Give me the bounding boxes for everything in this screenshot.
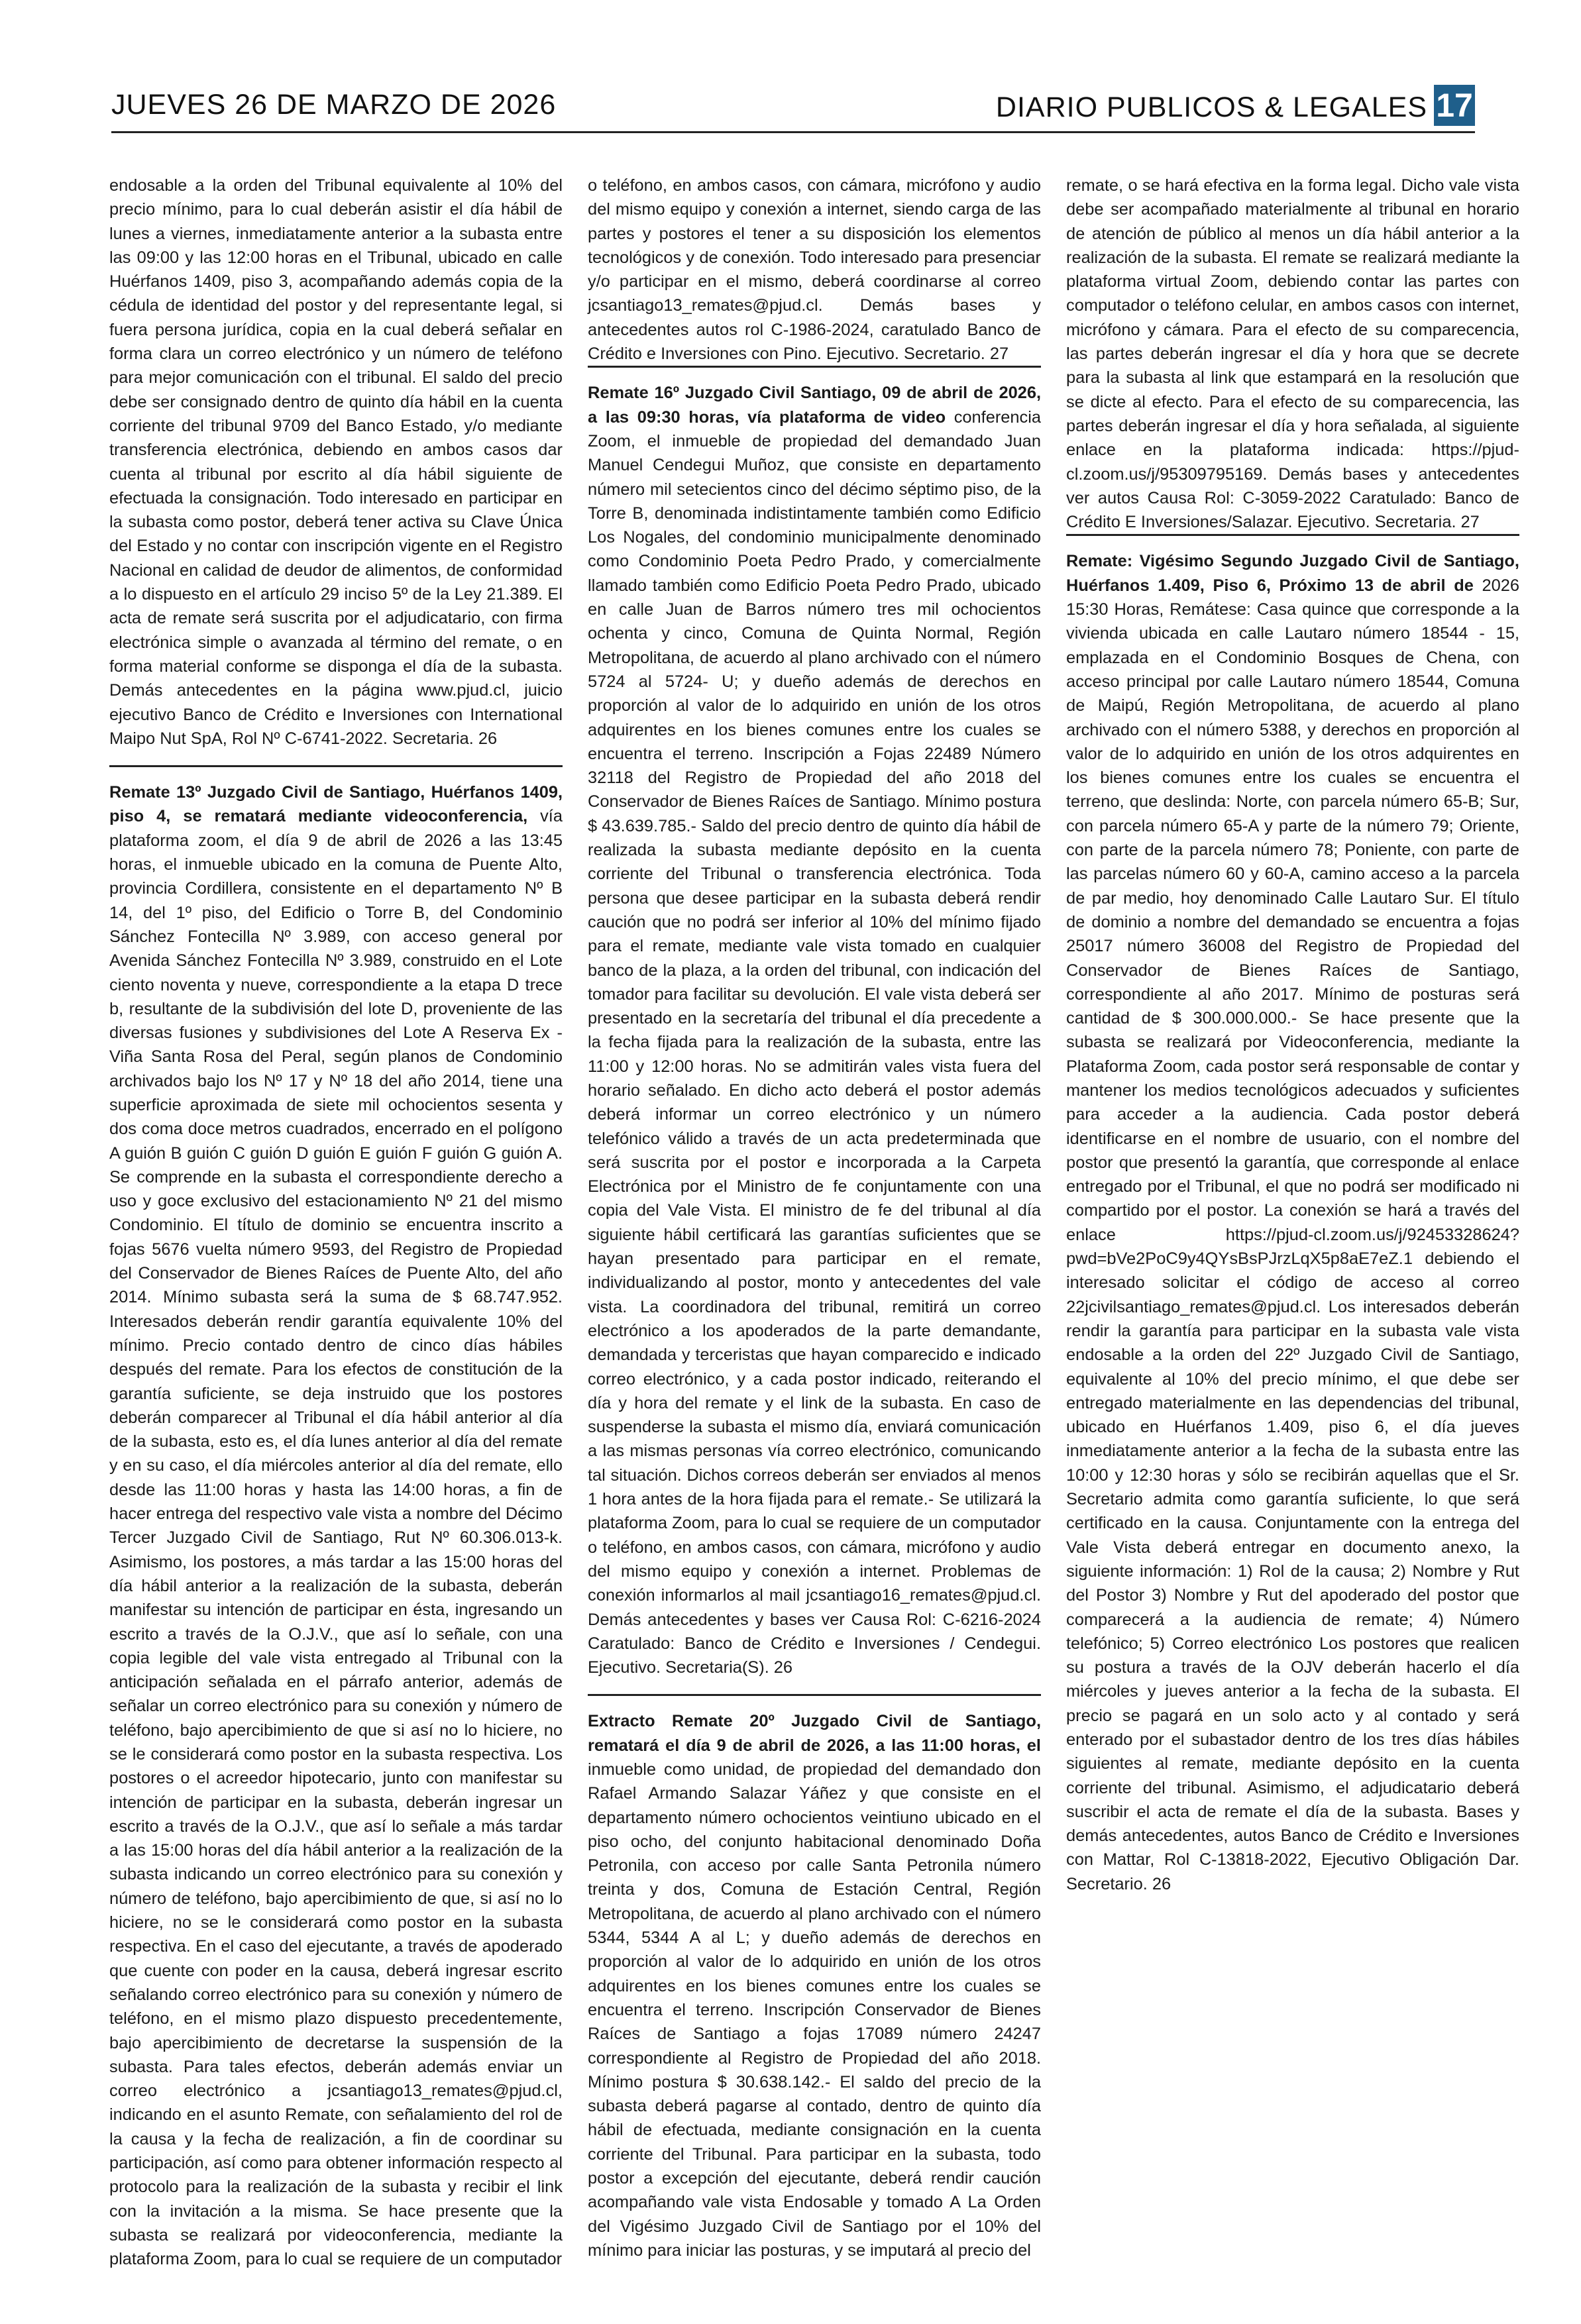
- notice-continuation: [1066, 174, 1519, 534]
- notice-continuation: [588, 174, 1041, 366]
- notice-body: vía plataforma zoom, el día 9 de abril de 2026 a las 13:45 horas, el inmueble ubicado en la comuna de Puente Alto, provincia Cordillera, consistente en el departamento Nº B 14, del 1º piso, del Edificio o Torre B, del Condominio Sánchez Fontecilla Nº 3.989, con acceso general por Avenida Sánchez Fontecilla Nº 3.989, construido en el Lote ciento noventa y nueve, correspondiente a la etapa D trece b, resultante de la subdivisión del lote D, proveniente de las diversas fusiones y subdivisiones del Lote A Reserva Ex - Viña Santa Rosa del Peral, según planos de Condominio archivados bajo los Nº 17 y Nº 18 del año 2014, tiene una superficie aproximada de siete mil ochocientos sesenta y dos coma doce metros cuadrados, encerrado en el polígono A guión B guión C guión D guión E guión F guión G guión A. Se comprende en la subasta el correspondiente derecho a uso y goce exclusivo del estacionamiento Nº 21 del mismo Condominio. El título de dominio se encuentra inscrito a fojas 5676 vuelta número 9593, del Registro de Propiedad del Conservador de Bienes Raíces de Puente Alto, del año 2014. Mínimo subasta será la suma de $ 68.747.952. Interesados deberán rendir garantía equivalente 10% del mínimo. Precio contado dentro de cinco días hábiles después del remate. Para los efectos de constitución de la garantía suficiente, se deja instruido que los postores deberán comparecer al Tribunal el día hábil anterior al día de la subasta, esto es, el día lunes anterior al día del remate y en su caso, el día miércoles anterior al día del remate, ello desde las 11:00 horas y hasta las 14:00 horas, a fin de hacer entrega del respectivo vale vista a nombre del Décimo Tercer Juzgado Civil de Santiago, Rut Nº 60.306.013-k. Asimismo, los postores, a más tardar a las 15:00 horas del día hábil anterior a la realización de la subasta, deberán manifestar su intención de participar en ésta, ingresando un escrito a través de la O.J.V., que así lo señale, con una copia legible del vale vista entregado al Tribunal con la anticipación señalada en el párrafo anterior, además de señalar un correo electrónico para su conexión y número de teléfono, bajo apercibimiento de que si así no lo hiciere, no se le considerará como postor en la subasta respectiva. Los postores o el acreedor hipotecario, junto con manifestar su intención de participar en la subasta, deberán ingresar un escrito a través de la O.J.V., que así lo señale a más tardar a las 15:00 horas del día hábil anterior a la realización de la subasta indicando un correo electrónico para su conexión y número de teléfono, bajo apercibimiento de que, si así no lo hiciere, no se le considerará como postor en la subasta respectiva. En el caso del ejecutante, a través de apoderado que cuente con poder en la causa, deberá ingresar escrito señalando correo electrónico para su conexión y número de teléfono, en el mismo plazo dispuesto precedentemente, bajo apercibimiento de decretarse la suspensión de la subasta. Para tales efectos, deberán además enviar un correo electrónico a jcsantiago13_remates@pjud.cl, indicando en el asunto Remate, con señalamiento del rol de la causa y la fecha de realización, a fin de coordinar su participación, así como para obtener información respecto al protocolo para la realización de la subasta y recibir el link con la invitación a la misma. Se hace presente que la subasta se realizará por videoconferencia, mediante la plataforma Zoom, para lo cual se requiere de un computador: [109, 807, 563, 2269]
- issue-date: JUEVES 26 DE MARZO DE 2026: [111, 89, 557, 121]
- notice-lead: Remate 13º Juzgado Civil de Santiago, Huérfanos 1409, piso 4, se rematará mediante videoconferencia,: [109, 783, 563, 826]
- notice-body: 2026 15:30 Horas, Remátese: Casa quince que corresponde a la vivienda ubicada en calle Lautaro número 18544 - 15, emplazada en el Condominio Bosques de Chena, con acceso principal por calle Lautaro número 18544, Comuna de Maipú, Región Metropolitana, de acuerdo al plano archivado con el número 5388, y derechos en proporción al valor de lo adquirido en unión de los otros adquirentes en los bienes comunes entre los cuales se encuentra el terreno, que deslinda: Norte, con parcela número 65-B; Sur, con parcela número 65-A y parte de la número 79; Oriente, con parte de la parcela número 78; Poniente, con parte de las parcelas número 60 y 60-A, camino acceso a la parcela de par medio, hoy denominado Calle Lautaro Sur. El título de dominio a nombre del demandado se encuentra a fojas 25017 número 36008 del Registro de Propiedad del Conservador de Bienes Raíces de Santiago, correspondiente al año 2017. Mínimo de posturas será cantidad de $ 300.000.000.- Se hace presente que la subasta se realizará por Videoconferencia, mediante la Plataforma Zoom, cada postor será responsable de contar y mantener los medios tecnológicos adecuados y suficientes para acceder a la audiencia. Cada postor deberá identificarse en el nombre de usuario, con el nombre del postor que presentó la garantía, que corresponde al enlace entregado por el Tribunal, el que no podrá ser modificado ni compartido por el postor. La conexión se hará a través del enlace https://pjud-cl.zoom.us/j/92453328624?pwd=bVe2PoC9y4QYsBsPJrzLqX5p8aE7eZ.1 debiendo el interesado solicitar el código de acceso al correo 22jcivilsantiago_remates@pjud.cl. Los interesados deberán rendir la garantía para participar en la subasta vale vista endosable a la orden del 22º Juzgado Civil de Santiago, equivalente al 10% del precio mínimo, el que debe ser entregado materialmente en las dependencias del tribunal, ubicado en Huérfanos 1.409, piso 6, el día jueves inmediatamente anterior a la fecha de la subasta entre las 10:00 y 12:30 horas y sólo se recibirán aquellas que el Sr. Secretario admita como garantía suficiente, lo que será certificado en la causa. Conjuntamente con la entrega del Vale Vista deberá entregar en documento anexo, la siguiente información: 1) Rol de la causa; 2) Nombre y Rut del Postor 3) Nombre y Rut del apoderado del postor que comparecerá a la audiencia de remate; 4) Número telefónico; 5) Correo electrónico Los postores que realicen su postura a través de la OJV deberán hacerlo el día miércoles y jueves anterior a la fecha de la subasta. El precio se pagará en un solo acto y al contado y será enterado por el subastador dentro de los tres días hábiles siguientes al remate, mediante depósito en la cuenta corriente del tribunal. Asimismo, el adjudicatario deberá suscribir el acta de remate el día de la subasta. Bases y demás antecedentes, autos Banco de Crédito e Inversiones con Mattar, Rol C-13818-2022, Ejecutivo Obligación Dar. Secretario. 26: [1066, 576, 1519, 1893]
- page-header: [111, 85, 1475, 126]
- notice-remate-22: [1066, 549, 1519, 1896]
- notice-lead: Extracto Remate 20º Juzgado Civil de Santiago, rematará el día 9 de abril de 2026, a las 11:00 horas, el: [588, 1712, 1041, 1755]
- notice-remate-16: [588, 381, 1041, 1679]
- notice-text: [1066, 549, 1519, 1896]
- notice-lead: Remate 16º Juzgado Civil Santiago, 09 de abril de 2026, a las 09:30 horas, vía plataforma de video: [588, 384, 1041, 427]
- notice-text: [588, 381, 1041, 1679]
- notice-remate-20: [588, 1709, 1041, 2262]
- notice-body: endosable a la orden del Tribunal equivalente al 10% del precio mínimo, para lo cual deberán asistir el día hábil de lunes a viernes, inmediatamente anterior a la subasta entre las 09:00 y las 12:00 horas en el Tribunal, ubicado en calle Huérfanos 1409, piso 3, acompañando además copia de la cédula de identidad del postor y del representante legal, si fuera persona jurídica, copia en la cual deberá señalar en forma clara un correo electrónico y un número de teléfono para mejor comunicación con el tribunal. El saldo del precio debe ser consignado dentro de quinto día hábil en la cuenta corriente del tribunal 9709 del Banco Estado, y/o mediante transferencia electrónica, debiendo en ambos casos dar cuenta al tribunal por escrito al día hábil siguiente de efectuada la consignación. Todo interesado en participar en la subasta como postor, deberá tener activa su Clave Única del Estado y no contar con inscripción vigente en el Registro Nacional en calidad de deudor de alimentos, de conformidad a lo dispuesto en el artículo 29 inciso 5º de la Ley 21.389. El acta de remate será suscrita por el adjudicatario, con firma electrónica simple o avanzada al término del remate, o en forma material conforme se disponga el día de la subasta. Demás antecedentes en la página www.pjud.cl, juicio ejecutivo Banco de Crédito e Inversiones con International Maipo Nut SpA, Rol Nº C-6741-2022. Secretaria. 26: [109, 176, 563, 748]
- notice-continuation: [109, 174, 563, 751]
- notice-body: conferencia Zoom, el inmueble de propiedad del demandado Juan Manuel Cendegui Muñoz, que consiste en departamento número mil setecientos cinco del décimo séptimo piso, de la Torre B, denominada indistintamente también como Edificio Los Nogales, del condominio municipalmente denominado como Condominio Poeta Pedro Prado, y comercialmente llamado también como Edificio Poeta Pedro Prado, ubicado en calle Juan de Barros número tres mil ochocientos ochenta y cinco, Comuna de Quinta Normal, Región Metropolitana, de acuerdo al plano archivado con el número 5724 al 5724- U; y dueño además de derechos en proporción al valor de lo adquirido en unión de los otros adquirentes en los bienes comunes entre los cuales se encuentra el terreno. Inscripción a Fojas 22489 Número 32118 del Registro de Propiedad del año 2018 del Conservador de Bienes Raíces de Santiago. Mínimo postura $ 43.639.785.- Saldo del precio dentro de quinto día hábil de realizada la subasta mediante depósito en la cuenta corriente del Tribunal o transferencia electrónica. Toda persona que desee participar en la subasta deberá rendir caución que no podrá ser inferior al 10% del mínimo fijado para el remate, mediante vale vista tomado en cualquier banco de la plaza, a la orden del tribunal, con indicación del tomador para facilitar su devolución. El vale vista deberá ser presentado en la secretaría del tribunal el día precedente a la fecha fijada para la realización de la subasta, entre las 11:00 y 12:00 horas. No se admitirán vales vista fuera del horario señalado. En dicho acto deberá el postor además deberá informar un correo electrónico y un número telefónico válido a través de un acta predeterminada que será suscrita por el postor e incorporada a la Carpeta Electrónica por el Ministro de fe conjuntamente con una copia del Vale Vista. El ministro de fe del tribunal al día siguiente hábil certificará las garantías suficientes que se hayan presentado para participar en el remate, individualizando al postor, monto y antecedentes del vale vista. La coordinadora del tribunal, remitirá un correo electrónico a los apoderados de la parte demandante, demandada y terceristas que hayan comparecido e indicado correo electrónico, y a cada postor indicado, reiterando el día y hora del remate y el link de la subasta. En caso de suspenderse la subasta el mismo día, enviará comunicación a las mismas personas vía correo electrónico, comunicando tal situación. Dichos correos deberán ser enviados al menos 1 hora antes de la hora fijada para el remate.- Se utilizará la plataforma Zoom, para lo cual se requiere de un computador o teléfono, en ambos casos, con cámara, micrófono y audio del mismo equipo y conexión a internet. Problemas de conexión informarlos al mail jcsantiago16_remates@pjud.cl. Demás antecedentes y bases ver Causa Rol: C-6216-2024 Caratulado: Banco de Crédito e Inversiones / Cendegui. Ejecutivo. Secretaria(S). 26: [588, 407, 1042, 1677]
- notice-separator: [588, 366, 1041, 368]
- notice-body: o teléfono, en ambos casos, con cámara, micrófono y audio del mismo equipo y conexión a internet, siendo carga de las partes y postores el tener a su disposición los elementos tecnológicos y de conexión. Todo interesado para presenciar y/o participar en el mismo, deberá coordinarse al correo jcsantiago13_remates@pjud.cl. Demás bases y antecedentes autos rol C-1986-2024, caratulado Banco de Crédito e Inversiones con Pino. Ejecutivo. Secretario. 27: [588, 176, 1041, 364]
- page-number-badge: 17: [1434, 85, 1475, 126]
- notice-text: [109, 780, 563, 2271]
- column-1: [109, 174, 563, 2272]
- notice-lead: Remate: Vigésimo Segundo Juzgado Civil de Santiago, Huérfanos 1.409, Piso 6, Próximo 13 de abril de: [1066, 552, 1519, 595]
- notice-body: remate, o se hará efectiva en la forma legal. Dicho vale vista debe ser acompañado materialmente al tribunal en horario de atención de público al menos un día hábil anterior a la realización de la subasta. El remate se realizará mediante la plataforma virtual Zoom, debiendo contar las partes con computador o teléfono celular, en ambos casos con internet, micrófono y cámara. Para el efecto de su comparecencia, las partes deberán ingresar el día y hora que se decrete para la subasta al link que estampará en la resolución que se dicte al efecto. Para el efecto de su comparecencia, las partes deberán ingresar el día y hora señalada, al siguiente enlace en la plataforma indicada: https://pjud-cl.zoom.us/j/95309795169. Demás bases y antecedentes ver autos Causa Rol: C-3059-2022 Caratulado: Banco de Crédito E Inversiones/Salazar. Ejecutivo. Secretaria. 27: [1066, 176, 1519, 532]
- column-3: [1066, 174, 1519, 1896]
- header-rule: [111, 131, 1475, 133]
- notice-separator: [109, 765, 563, 767]
- notice-remate-13: [109, 780, 563, 2271]
- notice-body: inmueble como unidad, de propiedad del demandado don Rafael Armando Salazar Yáñez y que consiste en el departamento número ochocientos veintiuno ubicado en el piso ocho, del conjunto habitacional denominado Doña Petronila, con acceso por calle Santa Petronila número treinta y dos, Comuna de Estación Central, Región Metropolitana, de acuerdo al plano archivado con el número 5344, 5344 A al L; y dueño además de derechos en proporción al valor de lo adquirido en unión de los otros adquirentes en los bienes comunes entre los cuales se encuentra el terreno. Inscripción Conservador de Bienes Raíces de Santiago a fojas 17089 número 24247 correspondiente al Registro de Propiedad del año 2018. Mínimo postura $ 30.638.142.- El saldo del precio de la subasta deberá pagarse al contado, dentro de quinto día hábil de efectuada, mediante consignación en la cuenta corriente del Tribunal. Para participar en la subasta, todo postor a excepción del ejecutante, deberá rendir caución acompañando vale vista Endosable y tomado A La Orden del Vigésimo Juzgado Civil de Santiago por el 10% del mínimo para iniciar las posturas, y se imputará al precio del: [588, 1760, 1041, 2260]
- notice-text: [588, 1709, 1041, 2262]
- publication-title: DIARIO PUBLICOS & LEGALES: [995, 91, 1427, 123]
- column-2: [588, 174, 1041, 2262]
- notice-separator: [588, 1694, 1041, 1696]
- notice-separator: [1066, 534, 1519, 536]
